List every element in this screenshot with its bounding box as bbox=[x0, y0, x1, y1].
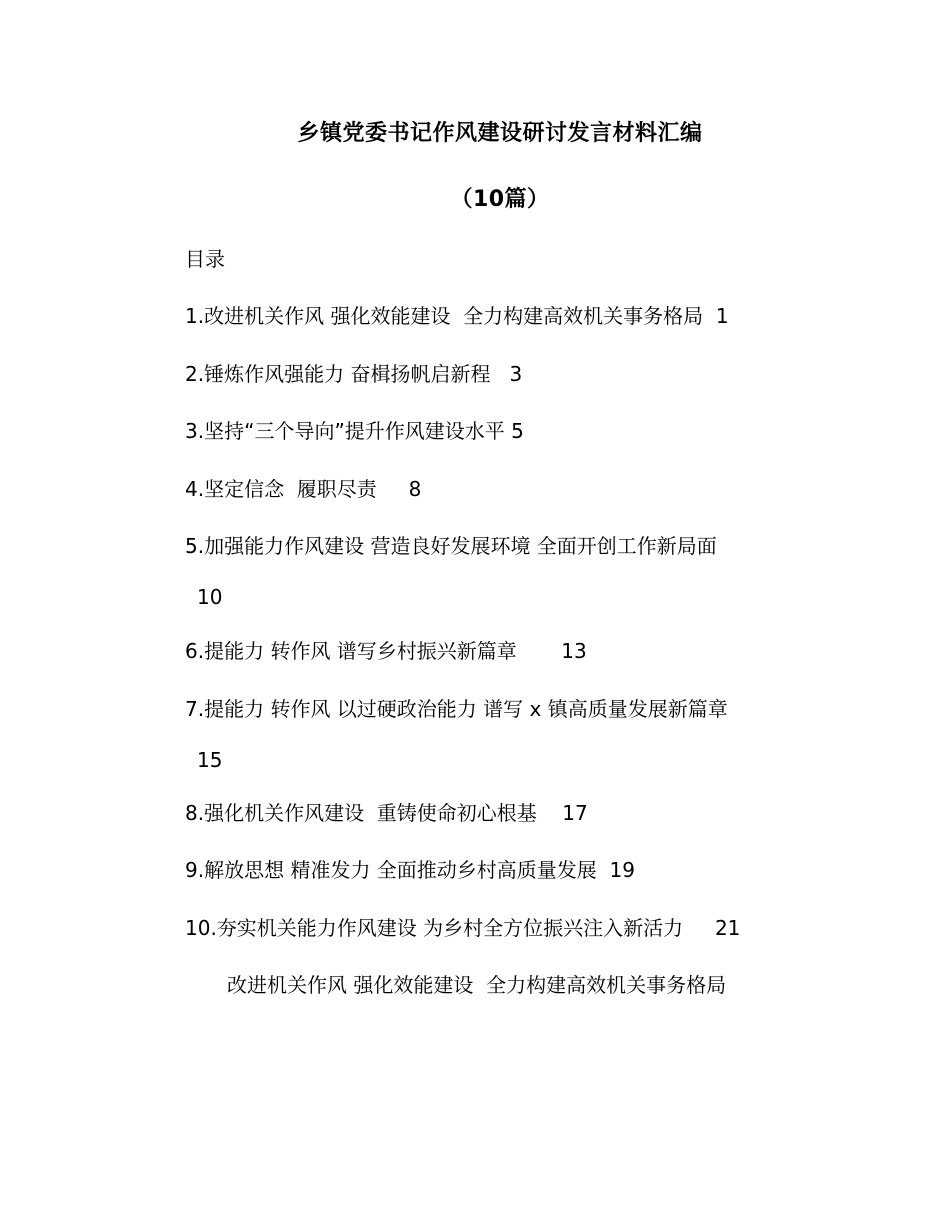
toc-item-5: 5.加强能力作风建设 营造良好发展环境 全面开创工作新局面 bbox=[185, 534, 717, 558]
toc-item-9: 9.解放思想 精准发力 全面推动乡村高质量发展 19 bbox=[185, 858, 635, 882]
toc-item-10: 10.夯实机关能力作风建设 为乡村全方位振兴注入新活力 21 bbox=[185, 916, 741, 940]
section-heading: 改进机关作风 强化效能建设 全力构建高效机关事务格局 bbox=[227, 973, 727, 997]
document-title: 乡镇党委书记作风建设研讨发言材料汇编 bbox=[297, 121, 703, 146]
toc-item-7: 7.提能力 转作风 以过硬政治能力 谱写 x 镇高质量发展新篇章 bbox=[185, 697, 728, 721]
document-subtitle: （10篇） bbox=[450, 187, 550, 212]
toc-item-4: 4.坚定信念 履职尽责 8 bbox=[185, 477, 422, 501]
toc-item-7-page: 15 bbox=[197, 748, 223, 772]
toc-item-1: 1.改进机关作风 强化效能建设 全力构建高效机关事务格局 1 bbox=[185, 304, 729, 328]
toc-item-5-page: 10 bbox=[197, 585, 223, 609]
toc-item-3: 3.坚持“三个导向”提升作风建设水平 5 bbox=[185, 419, 524, 443]
toc-item-6: 6.提能力 转作风 谱写乡村振兴新篇章 13 bbox=[185, 639, 587, 663]
toc-label: 目录 bbox=[185, 247, 225, 271]
toc-item-2: 2.锤炼作风强能力 奋楫扬帆启新程 3 bbox=[185, 362, 523, 386]
toc-item-8: 8.强化机关作风建设 重铸使命初心根基 17 bbox=[185, 801, 588, 825]
